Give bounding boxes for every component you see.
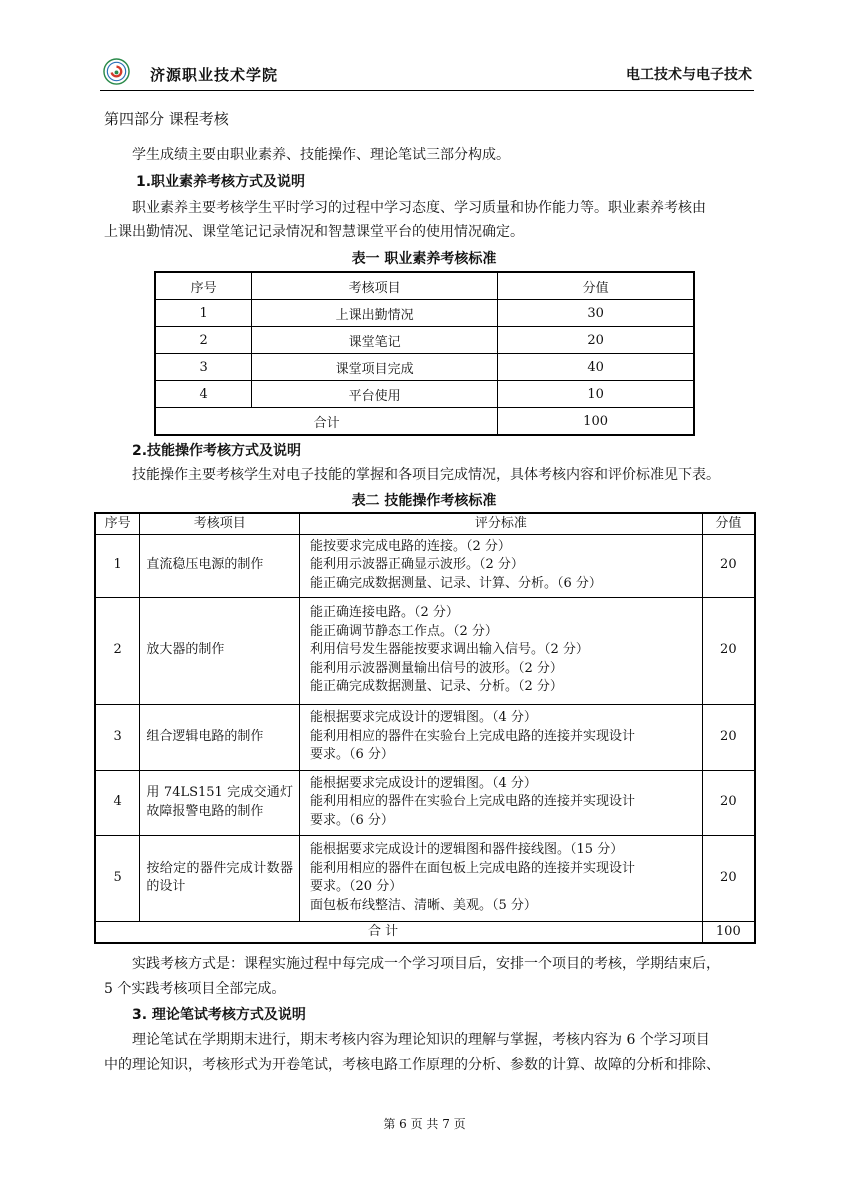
- assessment-item: 用 74LS151 完成交通灯故障报警电路的制作: [140, 770, 300, 835]
- criteria-line: 要求。（6 分）: [310, 812, 394, 828]
- practice-paragraph-line1: 实践考核方式是：课程实施过程中每完成一个学习项目后，安排一个项目的考核，学期结束后，: [132, 956, 720, 972]
- score-value: 20: [702, 835, 755, 921]
- header-cell: 考核项目: [140, 513, 300, 534]
- score-value: 20: [702, 534, 755, 597]
- professional-quality-table: [154, 271, 695, 436]
- criteria-line: 能正确连接电路。（2 分）: [310, 605, 459, 621]
- criteria-line: 要求。（6 分）: [310, 747, 394, 763]
- score-value: 20: [702, 770, 755, 835]
- assessment-item: 直流稳压电源的制作: [140, 534, 300, 597]
- header-cell: 序号: [95, 513, 140, 534]
- section2-paragraph: 技能操作主要考核学生对电子技能的掌握和各项目完成情况，具体考核内容和评价标准见下表。: [132, 467, 720, 483]
- scoring-criteria: [300, 534, 703, 597]
- score-value: 20: [702, 597, 755, 704]
- score-value: 40: [498, 354, 694, 381]
- school-name: 济源职业技术学院: [150, 66, 279, 84]
- row-number: 2: [95, 597, 140, 704]
- total-value: 100: [498, 408, 694, 436]
- score-value: 30: [498, 300, 694, 327]
- criteria-line: 要求。（20 分）: [310, 879, 403, 894]
- criteria-line: 能按要求完成电路的连接。（2 分）: [310, 538, 511, 554]
- criteria-line: 能利用相应的器件在实验台上完成电路的连接并实现设计: [310, 728, 636, 744]
- assessment-item: 上课出勤情况: [252, 300, 498, 327]
- criteria-line: 能利用示波器正确显示波形。（2 分）: [310, 557, 524, 573]
- row-number: 5: [95, 835, 140, 921]
- total-label: 合计: [155, 408, 498, 436]
- criteria-line: 能根据要求完成设计的逻辑图。（4 分）: [310, 710, 537, 726]
- table-header-row: [95, 513, 755, 534]
- criteria-line: 能利用相应的器件在实验台上完成电路的连接并实现设计: [310, 794, 636, 810]
- table-row: [95, 770, 755, 835]
- criteria-line: 能正确完成数据测量、记录、分析。（2 分）: [310, 679, 563, 695]
- table-total-row: [95, 921, 755, 943]
- table2-caption: 表二 技能操作考核标准: [351, 493, 497, 509]
- section1-paragraph-line1: 职业素养主要考核学生平时学习的过程中学习态度、学习质量和协作能力等。职业素养考核由: [132, 200, 706, 216]
- criteria-line: 能根据要求完成设计的逻辑图和器件接线图。（15 分）: [310, 842, 624, 857]
- criteria-line: 面包板布线整洁、清晰、美观。（5 分）: [310, 897, 537, 913]
- table1-caption: 表一 职业素养考核标准: [351, 251, 497, 267]
- scoring-criteria: [300, 835, 703, 921]
- header-cell: 评分标准: [300, 513, 703, 534]
- table-row: [95, 835, 755, 921]
- table-row: [155, 300, 694, 327]
- row-number: 2: [155, 327, 252, 354]
- criteria-line: 能正确调节静态工作点。（2 分）: [310, 623, 498, 639]
- assessment-item: 平台使用: [252, 381, 498, 408]
- table-row: [95, 534, 755, 597]
- row-number: 3: [155, 354, 252, 381]
- section3-paragraph-line2: 中的理论知识，考核形式为开卷笔试，考核电路工作原理的分析、参数的计算、故障的分析和排除、: [104, 1057, 720, 1073]
- assessment-item: 课堂笔记: [252, 327, 498, 354]
- row-number: 3: [95, 704, 140, 770]
- assessment-item: 放大器的制作: [140, 597, 300, 704]
- section1-paragraph-line2: 上课出勤情况、课堂笔记记录情况和智慧课堂平台的使用情况确定。: [104, 224, 524, 240]
- table-row: [155, 327, 694, 354]
- section1-heading: 1.职业素养考核方式及说明: [136, 174, 306, 190]
- skill-operation-table: [94, 512, 756, 944]
- criteria-line: 能利用示波器测量输出信号的波形。（2 分）: [310, 660, 563, 676]
- table-total-row: [155, 408, 694, 436]
- table-row: [95, 704, 755, 770]
- header-cell: 分值: [498, 272, 694, 300]
- practice-paragraph-line2: 5 个实践考核项目全部完成。: [104, 981, 286, 997]
- total-label: 合 计: [95, 921, 702, 943]
- criteria-line: 能正确完成数据测量、记录、计算、分析。（6 分）: [310, 575, 602, 591]
- table-row: [155, 381, 694, 408]
- header-cell: 考核项目: [252, 272, 498, 300]
- assessment-item: 课堂项目完成: [252, 354, 498, 381]
- row-number: 4: [95, 770, 140, 835]
- score-value: 10: [498, 381, 694, 408]
- criteria-line: 能利用相应的器件在面包板上完成电路的连接并实现设计: [310, 860, 636, 876]
- school-logo-icon: [103, 58, 130, 85]
- criteria-line: 能根据要求完成设计的逻辑图。（4 分）: [310, 775, 537, 791]
- section3-heading: 3. 理论笔试考核方式及说明: [132, 1007, 306, 1023]
- section2-heading: 2.技能操作考核方式及说明: [132, 443, 302, 459]
- assessment-item: 按给定的器件完成计数器的设计: [140, 835, 300, 921]
- header-cell: 分值: [702, 513, 755, 534]
- part-title: 第四部分 课程考核: [104, 110, 229, 128]
- intro-paragraph: 学生成绩主要由职业素养、技能操作、理论笔试三部分构成。: [132, 147, 510, 163]
- row-number: 1: [155, 300, 252, 327]
- row-number: 1: [95, 534, 140, 597]
- score-value: 20: [498, 327, 694, 354]
- assessment-item: 组合逻辑电路的制作: [140, 704, 300, 770]
- table-row: [155, 354, 694, 381]
- scoring-criteria: [300, 704, 703, 770]
- page-header: [100, 54, 754, 91]
- header-cell: 序号: [155, 272, 252, 300]
- scoring-criteria: [300, 597, 703, 704]
- row-number: 4: [155, 381, 252, 408]
- course-name: 电工技术与电子技术: [626, 67, 752, 83]
- score-value: 20: [702, 704, 755, 770]
- scoring-criteria: [300, 770, 703, 835]
- section3-paragraph-line1: 理论笔试在学期期末进行，期末考核内容为理论知识的理解与掌握，考核内容为 6 个学习项目: [132, 1032, 710, 1048]
- total-value: 100: [702, 921, 755, 943]
- criteria-line: 利用信号发生器能按要求调出输入信号。（2 分）: [310, 642, 589, 658]
- page-number: 第 6 页 共 7 页: [383, 1117, 466, 1131]
- table-row: [95, 597, 755, 704]
- table-header-row: [155, 272, 694, 300]
